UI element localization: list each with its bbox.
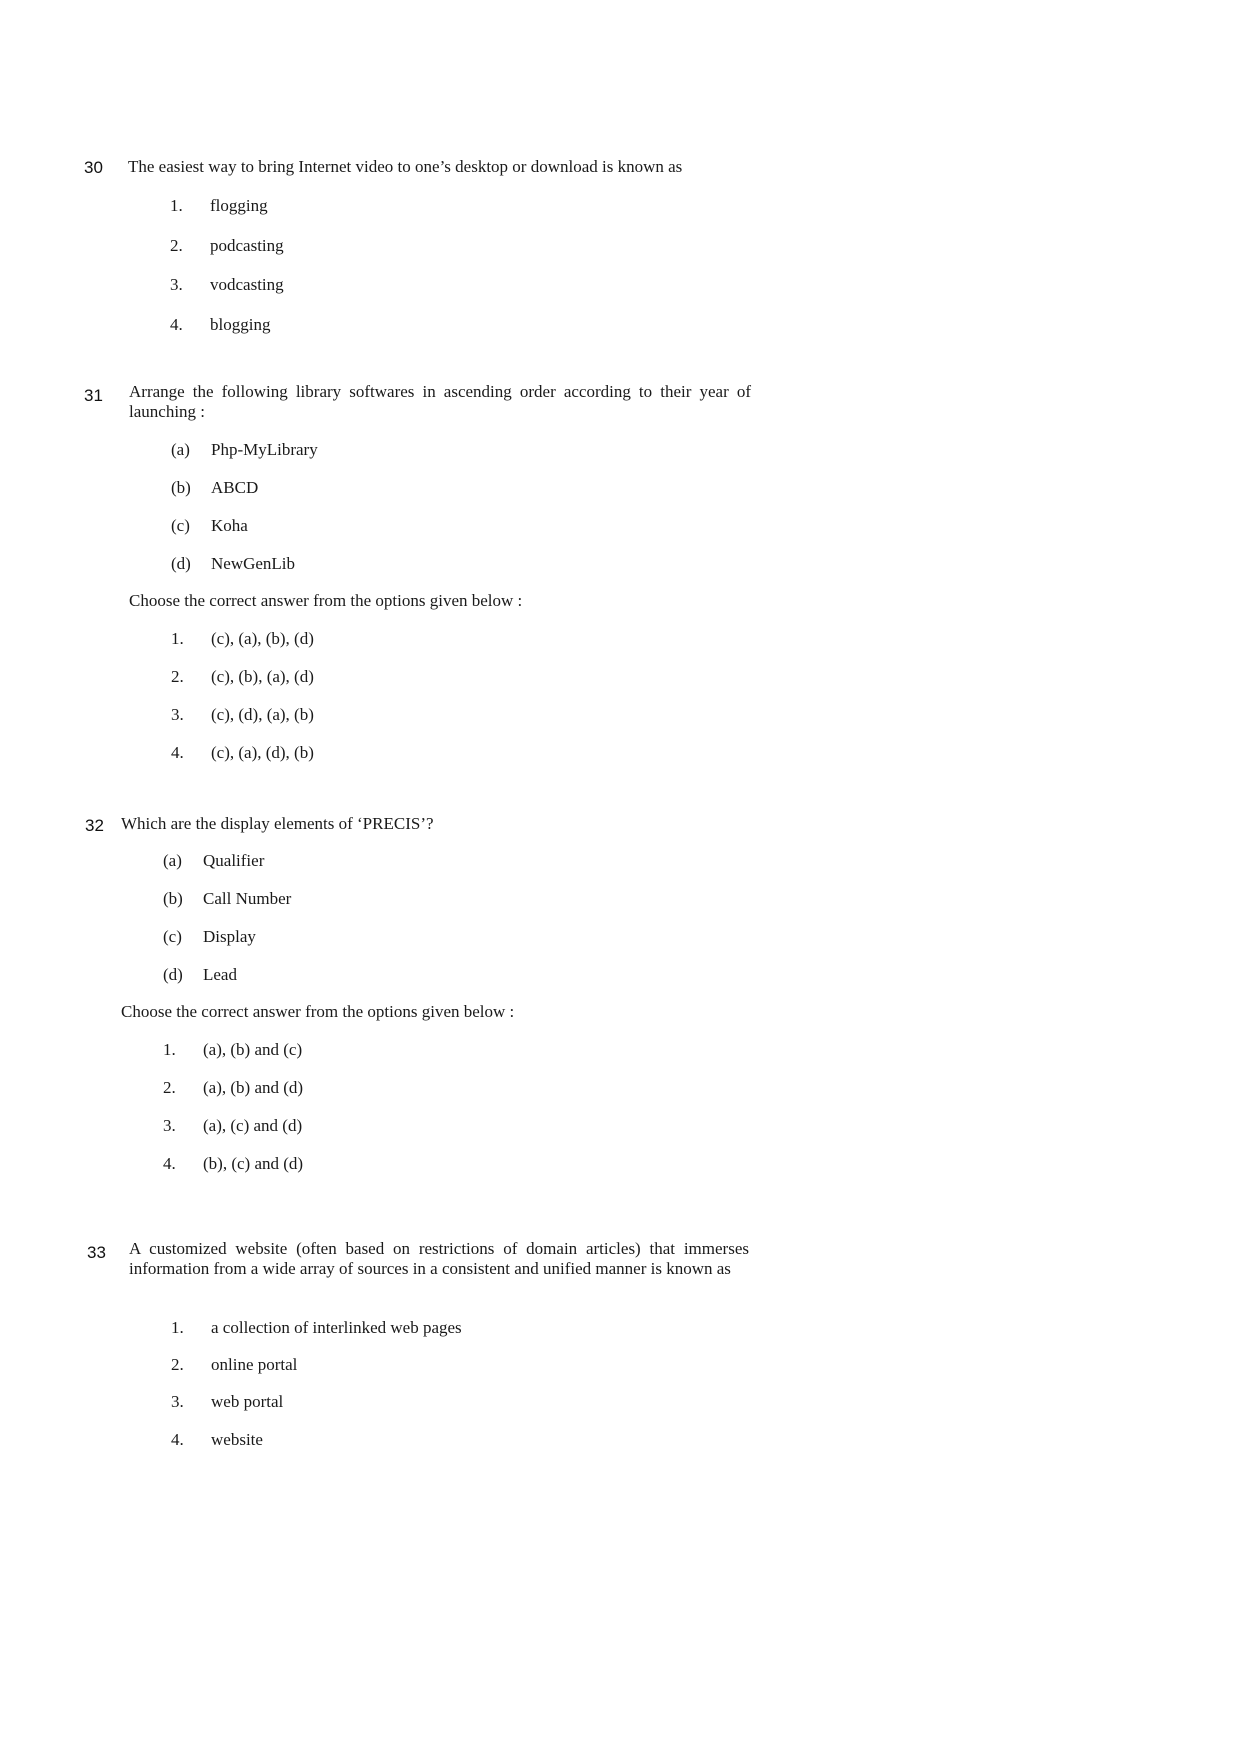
item-marker: (d) bbox=[163, 965, 183, 984]
option-marker: 3. bbox=[171, 1392, 184, 1411]
option-text: (a), (b) and (c) bbox=[203, 1040, 303, 1059]
answer-option bbox=[171, 743, 314, 763]
option-marker: 1. bbox=[170, 196, 183, 215]
question-number: 31 bbox=[84, 386, 103, 405]
option-text: (c), (a), (d), (b) bbox=[211, 743, 314, 762]
question-number: 32 bbox=[85, 816, 104, 835]
question-number: 30 bbox=[84, 158, 103, 177]
option-marker: 1. bbox=[163, 1040, 176, 1059]
item-text: Call Number bbox=[203, 889, 292, 908]
item-marker: (d) bbox=[171, 554, 191, 573]
answer-option bbox=[163, 1154, 303, 1174]
item-text: Display bbox=[203, 927, 256, 946]
option-marker: 1. bbox=[171, 629, 184, 648]
option-text: blogging bbox=[210, 315, 271, 334]
item-marker: (c) bbox=[163, 927, 182, 946]
item-text: Qualifier bbox=[203, 851, 265, 870]
list-item bbox=[163, 889, 291, 909]
option-text: web portal bbox=[211, 1392, 284, 1411]
option-marker: 3. bbox=[170, 275, 183, 294]
answer-option bbox=[171, 1318, 462, 1338]
answer-option bbox=[171, 1430, 263, 1450]
option-marker: 4. bbox=[171, 1430, 184, 1449]
option-marker: 2. bbox=[163, 1078, 176, 1097]
option-marker: 4. bbox=[171, 743, 184, 762]
item-text: NewGenLib bbox=[211, 554, 296, 573]
option-text: website bbox=[211, 1430, 263, 1449]
instruction-text: Choose the correct answer from the options given below : bbox=[129, 591, 523, 610]
list-item bbox=[171, 440, 318, 460]
list-item bbox=[163, 927, 256, 947]
option-marker: 4. bbox=[163, 1154, 176, 1173]
instruction-text: Choose the correct answer from the options given below : bbox=[121, 1002, 515, 1021]
item-marker: (b) bbox=[171, 478, 191, 497]
question-stem: Which are the display elements of ‘PRECIS’? bbox=[121, 814, 434, 833]
list-item bbox=[171, 554, 295, 574]
option-text: (c), (d), (a), (b) bbox=[211, 705, 314, 724]
option-marker: 4. bbox=[170, 315, 183, 334]
option-marker: 2. bbox=[171, 667, 184, 686]
option-text: online portal bbox=[211, 1355, 298, 1374]
answer-option bbox=[171, 705, 314, 725]
option-marker: 2. bbox=[170, 236, 183, 255]
answer-option bbox=[163, 1116, 302, 1136]
question-stem: A customized website (often based on restrictions of domain articles) that immerses information from a wide array of sources in a consistent and unified manner is known as bbox=[129, 1239, 749, 1278]
answer-option bbox=[171, 629, 314, 649]
list-item bbox=[163, 851, 264, 871]
answer-option bbox=[170, 236, 284, 256]
answer-option bbox=[163, 1040, 302, 1060]
item-text: Lead bbox=[203, 965, 237, 984]
option-text: vodcasting bbox=[210, 275, 284, 294]
option-marker: 1. bbox=[171, 1318, 184, 1337]
item-marker: (c) bbox=[171, 516, 190, 535]
option-text: (a), (c) and (d) bbox=[203, 1116, 303, 1135]
answer-option bbox=[171, 1355, 297, 1375]
list-item bbox=[171, 478, 258, 498]
answer-option bbox=[171, 667, 314, 687]
item-text: Koha bbox=[211, 516, 248, 535]
option-text: (c), (b), (a), (d) bbox=[211, 667, 314, 686]
option-text: (b), (c) and (d) bbox=[203, 1154, 304, 1173]
option-marker: 2. bbox=[171, 1355, 184, 1374]
option-text: a collection of interlinked web pages bbox=[211, 1318, 462, 1337]
option-marker: 3. bbox=[163, 1116, 176, 1135]
question-stem: Arrange the following library softwares in ascending order according to their year of launching : bbox=[129, 382, 751, 421]
option-text: (c), (a), (b), (d) bbox=[211, 629, 314, 648]
answer-option bbox=[170, 196, 268, 216]
item-text: Php-MyLibrary bbox=[211, 440, 318, 459]
option-text: (a), (b) and (d) bbox=[203, 1078, 304, 1097]
item-marker: (a) bbox=[171, 440, 190, 459]
answer-option bbox=[170, 275, 284, 295]
item-marker: (b) bbox=[163, 889, 183, 908]
question-number: 33 bbox=[87, 1243, 106, 1262]
item-marker: (a) bbox=[163, 851, 182, 870]
list-item bbox=[163, 965, 237, 985]
item-text: ABCD bbox=[211, 478, 259, 497]
option-text: podcasting bbox=[210, 236, 284, 255]
list-item bbox=[171, 516, 248, 536]
option-marker: 3. bbox=[171, 705, 184, 724]
option-text: flogging bbox=[210, 196, 268, 215]
answer-option bbox=[170, 315, 270, 335]
answer-option bbox=[171, 1392, 283, 1412]
question-stem: The easiest way to bring Internet video to one’s desktop or download is known as bbox=[128, 157, 683, 176]
answer-option bbox=[163, 1078, 303, 1098]
